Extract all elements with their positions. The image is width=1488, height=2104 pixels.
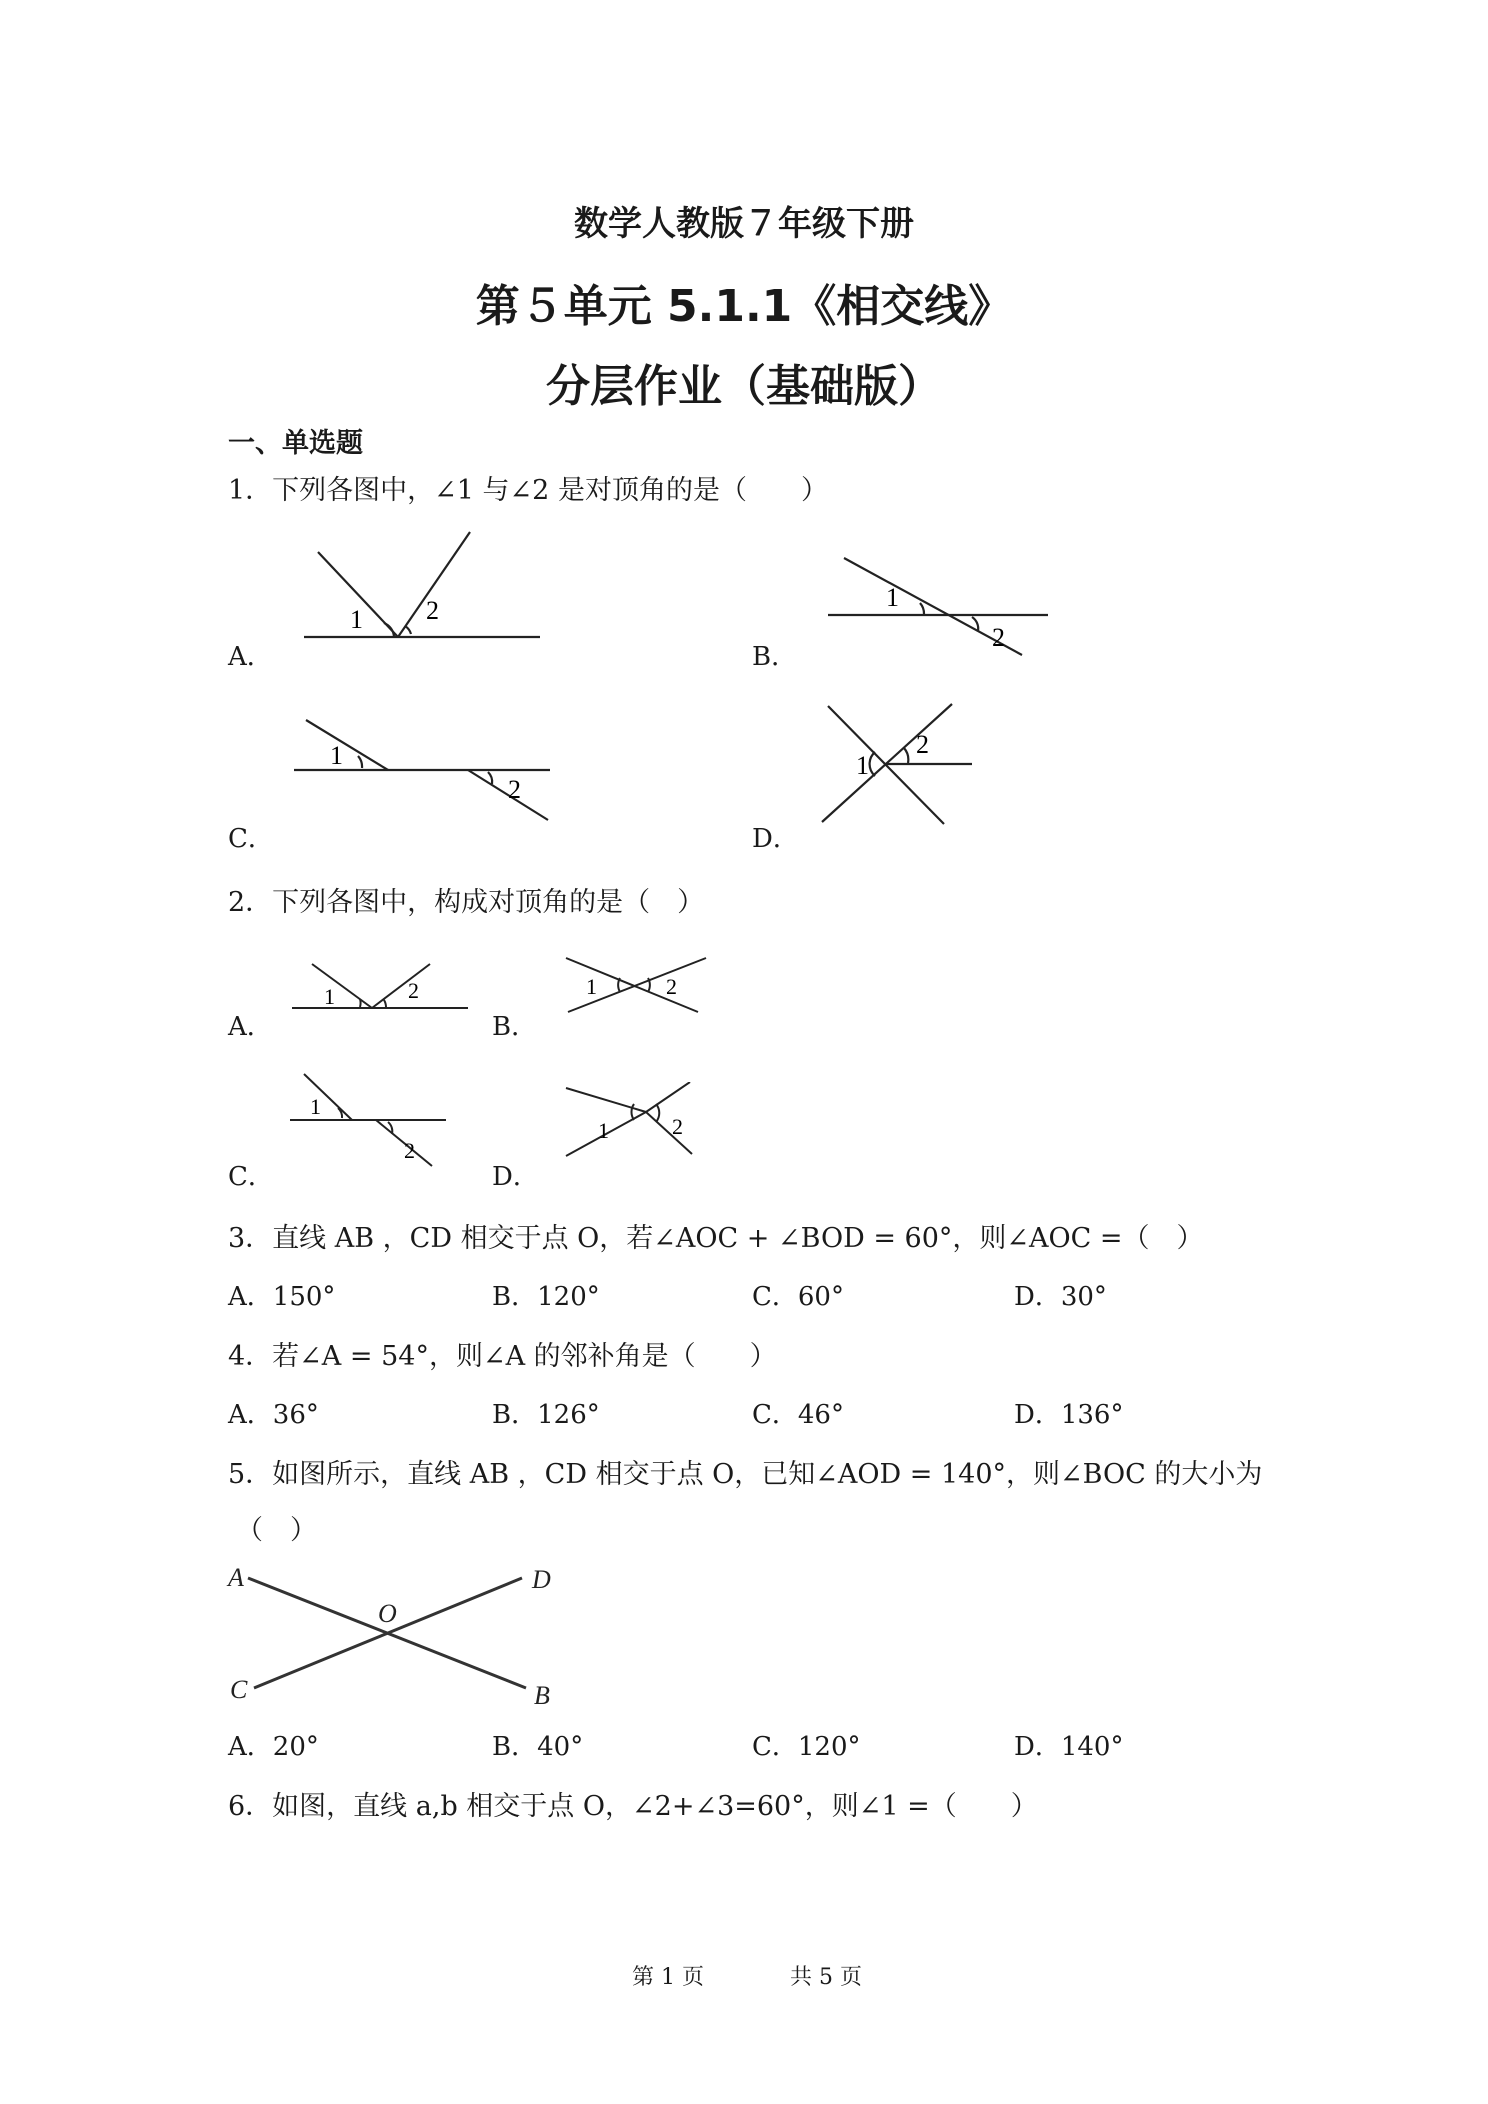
- q5-option-b: B．40°: [492, 1732, 584, 1762]
- q1-option-c: C．: [228, 824, 274, 854]
- q1-figure-a: [298, 524, 548, 649]
- q3-option-d: D．30°: [1014, 1282, 1107, 1312]
- svg-text:1: 1: [598, 1118, 609, 1143]
- question-2-stem: 2．下列各图中，构成对顶角的是（ ）: [228, 887, 705, 918]
- q5-option-d: D．140°: [1014, 1732, 1124, 1762]
- q2-figure-d: [562, 1082, 697, 1162]
- q1-figure-c: [288, 712, 558, 832]
- q2-figure-a: [288, 958, 473, 1026]
- q5-option-c: C．120°: [752, 1732, 861, 1762]
- q2-option-c: C．: [228, 1162, 274, 1192]
- title-line-2: 第５单元 5.1.1《相交线》: [475, 281, 1013, 332]
- svg-text:A: A: [228, 1563, 244, 1592]
- svg-text:2: 2: [426, 596, 439, 625]
- svg-text:C: C: [230, 1675, 248, 1704]
- q2-option-a: A．: [228, 1012, 273, 1042]
- svg-text:2: 2: [992, 623, 1005, 652]
- q3-option-b: B．120°: [492, 1282, 600, 1312]
- q4-option-a: A．36°: [228, 1400, 319, 1430]
- question-4-stem: 4．若∠A = 54°，则∠A 的邻补角是（ ）: [228, 1341, 777, 1372]
- q2-option-b: B．: [492, 1012, 538, 1042]
- footer-page-number: 第 1 页: [632, 1965, 704, 1990]
- svg-text:1: 1: [350, 605, 363, 634]
- footer-page-total: 共 5 页: [790, 1965, 862, 1990]
- svg-text:2: 2: [404, 1138, 415, 1163]
- title-line-1: 数学人教版７年级下册: [574, 204, 914, 244]
- svg-text:D: D: [532, 1565, 551, 1594]
- question-5-stem: 5．如图所示，直线 AB ，CD 相交于点 O，已知∠AOD = 140°，则∠BOC 的大小为: [228, 1459, 1263, 1490]
- svg-text:2: 2: [672, 1114, 683, 1139]
- svg-text:B: B: [534, 1681, 550, 1708]
- svg-text:1: 1: [586, 974, 597, 999]
- q3-option-a: A．150°: [228, 1282, 336, 1312]
- q2-option-d: D．: [492, 1162, 539, 1192]
- section-title: 一、单选题: [228, 428, 363, 459]
- svg-text:1: 1: [324, 984, 335, 1009]
- q4-option-b: B．126°: [492, 1400, 600, 1430]
- q5-figure: [224, 1558, 564, 1708]
- svg-text:O: O: [378, 1599, 397, 1628]
- q4-option-d: D．136°: [1014, 1400, 1124, 1430]
- q2-figure-b: [562, 952, 714, 1020]
- question-3-stem: 3．直线 AB ，CD 相交于点 O，若∠AOC + ∠BOD = 60°，则∠AOC =（ ）: [228, 1223, 1204, 1254]
- q2-figure-c: [286, 1070, 461, 1168]
- question-6-stem: 6．如图，直线 a,b 相交于点 O，∠2+∠3=60°，则∠1 =（ ）: [228, 1791, 1038, 1822]
- svg-text:1: 1: [330, 741, 343, 770]
- q5-option-a: A．20°: [228, 1732, 319, 1762]
- svg-text:2: 2: [916, 730, 929, 759]
- q1-option-d: D．: [752, 824, 799, 854]
- svg-text:2: 2: [508, 775, 521, 804]
- svg-text:2: 2: [408, 978, 419, 1003]
- q1-option-a: A．: [228, 642, 273, 672]
- title-line-3: 分层作业（基础版）: [546, 361, 942, 412]
- q3-option-c: C．60°: [752, 1282, 844, 1312]
- svg-text:1: 1: [886, 583, 899, 612]
- question-5-stem-cont: （ ）: [236, 1515, 317, 1546]
- q1-figure-d: [812, 696, 982, 831]
- svg-text:2: 2: [666, 974, 677, 999]
- question-1-stem: 1．下列各图中，∠1 与∠2 是对顶角的是（ ）: [228, 475, 828, 506]
- q1-option-b: B．: [752, 642, 798, 672]
- q1-figure-b: [822, 548, 1062, 663]
- svg-text:1: 1: [856, 751, 869, 780]
- q4-option-c: C．46°: [752, 1400, 844, 1430]
- svg-text:1: 1: [310, 1094, 321, 1119]
